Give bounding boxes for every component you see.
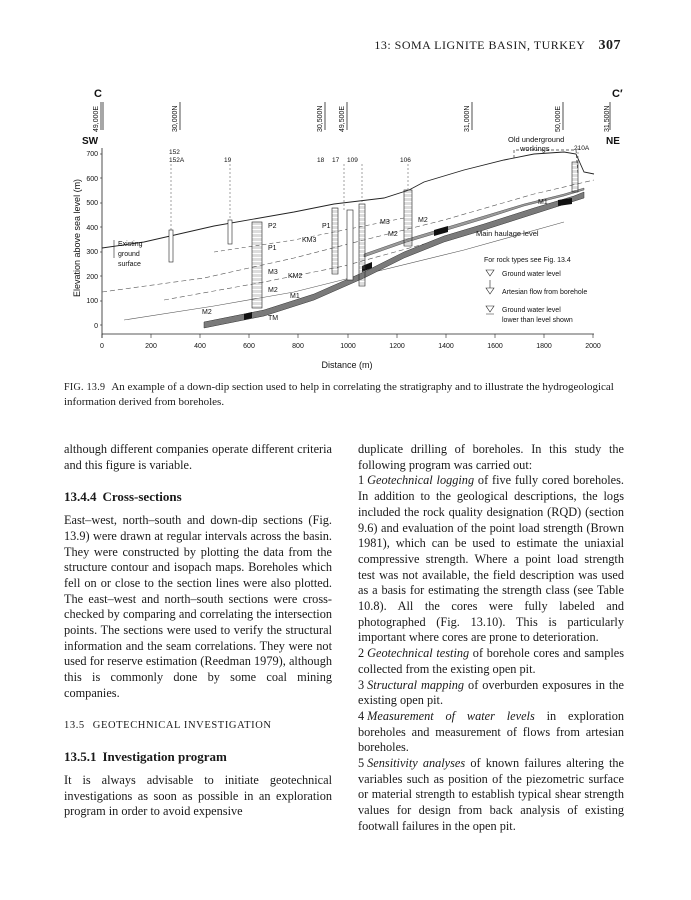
item-lead: Measurement of water levels xyxy=(367,708,535,723)
unit-label: M1 xyxy=(290,293,300,300)
x-tick: 1200 xyxy=(389,343,405,350)
legend-item: Ground water level xyxy=(502,307,561,314)
figure-caption xyxy=(64,380,624,410)
list-item xyxy=(358,756,624,835)
item-number: 2 xyxy=(358,646,365,661)
unit-label: M2 xyxy=(202,309,212,316)
x-tick: 1000 xyxy=(340,343,356,350)
section-heading xyxy=(64,749,332,765)
unit-label: M2 xyxy=(268,287,278,294)
workings-label: workings xyxy=(520,144,550,153)
x-tick: 800 xyxy=(292,343,304,350)
unit-label: P2 xyxy=(268,223,277,230)
item-text: of overburden exposures in the existing open pit. xyxy=(358,677,624,708)
list-item xyxy=(358,678,624,709)
x-tick: 1600 xyxy=(487,343,503,350)
borehole-label: 18 xyxy=(317,157,325,164)
unit-label: M1 xyxy=(538,199,548,206)
borehole-label: 17 xyxy=(332,157,340,164)
item-text: of five fully cored boreholes. In addition to the geological descriptions, the logs included the rock quality designation (RQD) (section 9.6) and evaluation of the point load strength (Brown 1981), which can be used to estimate the uniaxial compressive strength. Where a point load strength test was not available, the field description was used as a basis for estimating the strength class (see Table 10.8). All the cores were fully labeled and photographed (Fig. 13.10). This is particularly important where cores are prone to deterioration. xyxy=(358,473,624,645)
section-title: GEOTECHNICAL INVESTIGATION xyxy=(92,719,272,731)
unit-label: KM2 xyxy=(288,273,303,280)
y-tick: 500 xyxy=(86,200,98,207)
running-title: 13: SOMA LIGNITE BASIN, TURKEY xyxy=(374,38,585,52)
page-number: 307 xyxy=(598,38,621,53)
paragraph: duplicate drilling of boreholes. In this study the following program was carried out: xyxy=(358,442,624,472)
grid-label: 31,000N xyxy=(464,105,471,132)
x-tick: 0 xyxy=(100,343,104,350)
y-tick: 100 xyxy=(86,298,98,305)
item-lead: Geotechnical logging xyxy=(367,473,475,488)
section-end-label: C′ xyxy=(612,88,623,100)
section-start-label: C xyxy=(94,88,102,100)
item-number: 3 xyxy=(358,677,365,692)
left-column xyxy=(64,442,332,820)
legend-item: Ground water level xyxy=(502,271,561,278)
legend-item: lower than level shown xyxy=(502,317,573,324)
item-lead: Geotechnical testing xyxy=(367,646,470,661)
x-axis-title: Distance (m) xyxy=(321,360,373,370)
workings-label: Old underground xyxy=(508,135,565,144)
item-lead: Sensitivity analyses xyxy=(367,756,466,771)
unit-label: KM3 xyxy=(302,237,317,244)
artesian-symbol-icon xyxy=(486,280,494,294)
figure-label: FIG. 13.9 xyxy=(64,382,106,393)
borehole-label: 152 xyxy=(169,149,180,156)
section-title: Cross-sections xyxy=(102,489,182,505)
coal-seam-band xyxy=(364,188,584,257)
surface-label: Existing xyxy=(118,241,143,248)
dir-right-label: NE xyxy=(606,136,620,147)
unit-label: P1 xyxy=(322,223,331,230)
right-column xyxy=(358,442,624,835)
y-axis-title: Elevation above sea level (m) xyxy=(72,178,82,297)
section-heading xyxy=(64,718,332,734)
cross-section-figure xyxy=(64,82,630,376)
x-tick: 600 xyxy=(243,343,255,350)
unit-label: M2 xyxy=(388,231,398,238)
grid-label: 50,000E xyxy=(555,105,562,132)
x-tick: 1400 xyxy=(438,343,454,350)
y-tick: 700 xyxy=(86,151,98,158)
list-item xyxy=(358,473,624,646)
cross-section-svg xyxy=(64,82,630,376)
item-text: of known failures altering the variables such as position of the piezometric surface or material strength to establish typical shear strength values for design from back analysis of existing footwall failures in the open pit. xyxy=(358,756,625,833)
unit-label: M2 xyxy=(418,217,428,224)
unit-label: M3 xyxy=(268,269,278,276)
borehole-label: 210A xyxy=(574,145,590,152)
x-tick: 200 xyxy=(145,343,157,350)
item-lead: Structural mapping xyxy=(367,677,465,692)
grid-label: 49,500E xyxy=(339,105,346,132)
item-text: in exploration boreholes and measurement of flows from artesian boreholes. xyxy=(358,708,625,755)
borehole-label: 106 xyxy=(400,157,411,164)
seam-block xyxy=(558,198,572,206)
grid-label: 30,500N xyxy=(317,105,324,132)
paragraph: It is always advisable to initiate geotechnical investigations as soon as possible in an exploration program in order to avoid expensive xyxy=(64,772,332,819)
grid-label: 30,000N xyxy=(172,105,179,132)
paragraph: although different companies operate different criteria and this figure is variable. xyxy=(64,442,332,472)
low-groundwater-symbol-icon xyxy=(486,306,494,314)
x-tick: 2000 xyxy=(585,343,601,350)
borehole-label: 19 xyxy=(224,157,232,164)
y-tick: 200 xyxy=(86,274,98,281)
surface-label: surface xyxy=(118,261,141,268)
grid-label: 31,500N xyxy=(604,105,611,132)
y-tick: 0 xyxy=(94,323,98,330)
section-number: 13.5.1 xyxy=(64,749,97,765)
list-item xyxy=(358,709,624,756)
item-number: 1 xyxy=(358,473,365,488)
x-tick: 400 xyxy=(194,343,206,350)
item-text: of borehole cores and samples collected from the existing open pit. xyxy=(358,646,624,676)
section-number: 13.5 xyxy=(64,719,85,731)
y-tick: 600 xyxy=(86,176,98,183)
paragraph: East–west, north–south and down-dip sections (Fig. 13.9) were drawn at regular intervals across the basin. They were constructed by plotting the data from the structure contour and isopach maps. Boreholes which fell on or close to the section lines were also plotted. The east–west and north–south sections were cross-checked by comparing and correlating the intersection points. The sections were used to verify the structural information and the seam correlations. They were not used for reserve estimation (Reedman 1979), although this is commonly done by some coal mining companies. xyxy=(64,513,332,700)
section-number: 13.4.4 xyxy=(64,489,97,505)
borehole-label: 109 xyxy=(347,157,358,164)
y-tick: 400 xyxy=(86,225,98,232)
list-item xyxy=(358,646,624,677)
unit-label: M3 xyxy=(380,219,390,226)
section-heading xyxy=(64,489,332,505)
groundwater-symbol-icon xyxy=(486,270,494,276)
section-title: Investigation program xyxy=(102,749,227,765)
stratum-boundary xyxy=(214,218,404,252)
legend-item: Artesian flow from borehole xyxy=(502,289,588,296)
surface-label: ground xyxy=(118,251,140,258)
haulage-label: Main haulage level xyxy=(476,229,539,238)
legend-title: For rock types see Fig. 13.4 xyxy=(484,257,571,264)
running-head xyxy=(374,38,621,54)
unit-label: P1 xyxy=(268,245,277,252)
unit-label: TM xyxy=(268,315,279,322)
caption-text: An example of a down-dip section used to help in correlating the stratigraphy and to illustrate the hydrogeological information derived from boreholes. xyxy=(64,381,614,408)
stratum-boundary xyxy=(164,196,584,300)
item-number: 4 xyxy=(358,708,365,723)
seam-block xyxy=(434,226,448,236)
borehole-label: 152A xyxy=(169,157,185,164)
x-tick: 1800 xyxy=(536,343,552,350)
dir-left-label: SW xyxy=(82,136,99,147)
y-tick: 300 xyxy=(86,249,98,256)
item-number: 5 xyxy=(358,756,365,771)
grid-label: 49,000E xyxy=(93,105,100,132)
